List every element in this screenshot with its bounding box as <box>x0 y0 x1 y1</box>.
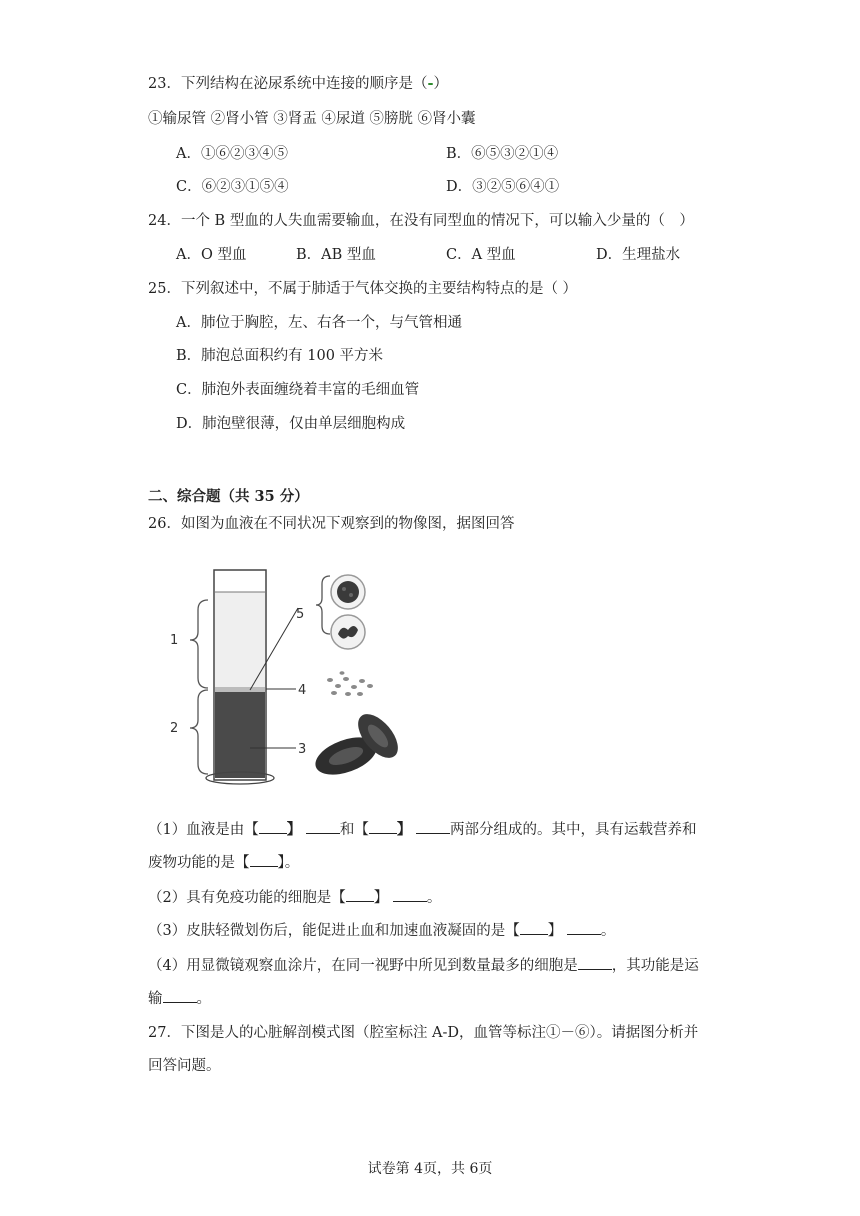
buffy-coat-layer <box>215 687 265 692</box>
q25-stem: 25．下列叙述中，不属于肺适于气体交换的主要结构特点的是（ ） <box>148 281 578 297</box>
blank[interactable] <box>369 819 397 834</box>
blank[interactable] <box>416 819 450 834</box>
red-blood-cells <box>310 707 405 782</box>
brace-1 <box>190 600 208 688</box>
q26-part1-line1: （1）血液是由【 】 和【 】 两部分组成的。其中，具有运载营养和 <box>148 821 697 838</box>
blank[interactable] <box>259 819 287 834</box>
q23-option-c: C．⑥②③①⑤④ <box>176 179 289 195</box>
label-5: 5 <box>296 607 305 622</box>
platelets <box>327 671 373 696</box>
red-cell-layer <box>215 692 265 778</box>
plasma-layer <box>215 592 265 687</box>
q24-option-c: C．A 型血 <box>446 247 516 263</box>
q26-stem: 26．如图为血液在不同状况下观察到的物像图，据图回答 <box>148 516 515 532</box>
brace-white-cells <box>316 576 330 634</box>
q23-option-a: A．①⑥②③④⑤ <box>176 146 288 162</box>
q24-option-d: D．生理盐水 <box>596 247 681 263</box>
q27-stem-line2: 回答问题。 <box>148 1058 221 1074</box>
white-blood-cell-neutrophil <box>331 615 365 649</box>
q25-option-a: A．肺位于胸腔，左、右各一个，与气管相通 <box>176 315 462 331</box>
blank[interactable] <box>578 955 612 970</box>
q26-part2: （2）具有免疫功能的细胞是【 】 。 <box>148 886 441 907</box>
blank[interactable] <box>250 852 278 867</box>
q26-part3: （3）皮肤轻微划伤后，能促进止血和加速血液凝固的是【 】 。 <box>148 919 615 940</box>
page-footer: 试卷第 4页，共 6页 <box>367 1161 493 1177</box>
blank[interactable] <box>520 920 548 935</box>
q23-items: ①输尿管 ②肾小管 ③肾盂 ④尿道 ⑤膀胱 ⑥肾小囊 <box>148 111 476 127</box>
q26-part4-line2: 输 。 <box>148 987 211 1008</box>
q23-option-b: B．⑥⑤③②①④ <box>446 146 559 162</box>
blank[interactable] <box>306 819 340 834</box>
section-title: 二、综合题（共 35 分） <box>148 488 309 505</box>
label-3: 3 <box>298 742 307 757</box>
label-2: 2 <box>170 721 179 736</box>
q24-option-a: A．O 型血 <box>176 247 247 263</box>
q24-stem: 24．一个 B 型血的人失血需要输血，在没有同型血的情况下，可以输入少量的（ ） <box>148 213 694 229</box>
q25-option-d: D．肺泡壁很薄，仅由单层细胞构成 <box>176 416 406 432</box>
q25-option-b: B．肺泡总面积约有 100 平方米 <box>176 348 384 364</box>
blank[interactable] <box>163 988 197 1003</box>
label-4: 4 <box>298 683 307 698</box>
white-blood-cell-lymphocyte <box>331 575 365 609</box>
blank[interactable] <box>567 920 601 935</box>
label-1: 1 <box>170 633 179 648</box>
blank[interactable] <box>393 887 427 902</box>
q23-option-d: D．③②⑤⑥④① <box>446 179 560 195</box>
blood-tube-figure <box>150 560 410 790</box>
blank[interactable] <box>346 887 374 902</box>
q23-stem: 23．下列结构在泌尿系统中连接的顺序是（-） <box>148 75 448 92</box>
q27-stem-line1: 27．下图是人的心脏解剖模式图（腔室标注 A-D，血管等标注①－⑥）。请据图分析并 <box>148 1025 699 1041</box>
q25-option-c: C．肺泡外表面缠绕着丰富的毛细血管 <box>176 382 420 398</box>
brace-2 <box>190 690 208 774</box>
q26-part1-line2: 废物功能的是【 】。 <box>148 851 299 872</box>
q24-option-b: B．AB 型血 <box>296 247 376 263</box>
q26-part4-line1: （4）用显微镜观察血涂片，在同一视野中所见到数量最多的细胞是 ，其功能是运 <box>148 954 699 975</box>
q23-answer-mark: - <box>427 75 434 92</box>
